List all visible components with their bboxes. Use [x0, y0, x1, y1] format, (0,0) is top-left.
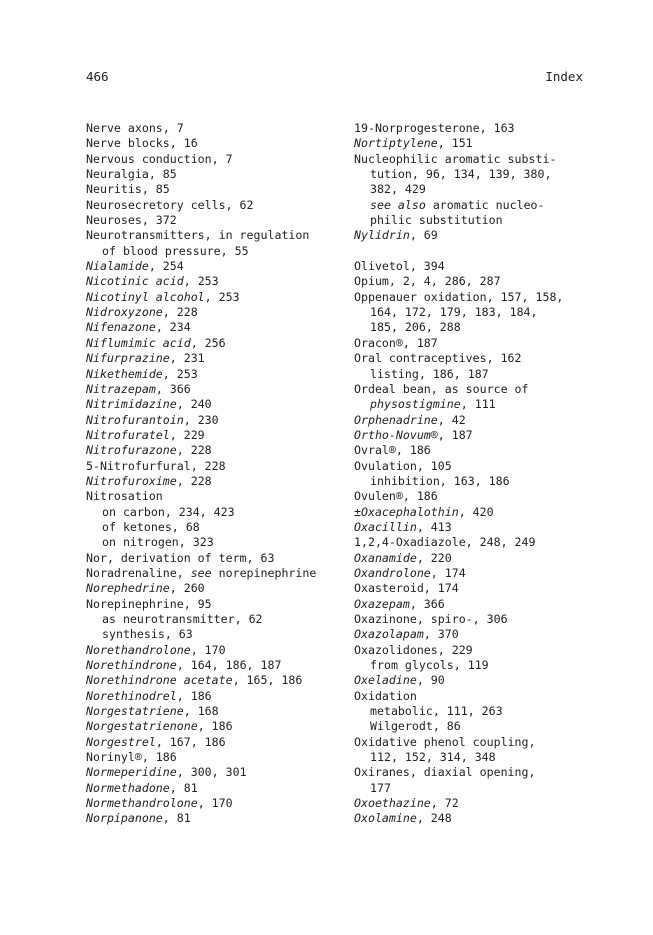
entry-text: , 186 [197, 719, 233, 734]
index-entry [86, 152, 346, 167]
index-entry [86, 136, 346, 151]
index-subentry [86, 520, 346, 535]
entry-text: Oxidation [354, 688, 417, 703]
index-entry [354, 689, 594, 704]
entry-text: 1,2,4-Oxadiazole, 248, 249 [354, 535, 536, 550]
entry-term-italic: Oxanamide [354, 550, 417, 565]
index-entry [86, 443, 346, 458]
entry-text: Oxiranes, diaxial opening, [354, 765, 536, 780]
entry-term-italic: Nialamide [86, 259, 149, 274]
entry-term-italic: Oxolamine [354, 811, 417, 826]
entry-text: , 228 [162, 305, 198, 320]
entry-text: Nervous conduction, 7 [86, 151, 233, 166]
index-entry [354, 581, 594, 596]
entry-text: , 174 [430, 565, 466, 580]
entry-text: , 229 [169, 427, 205, 442]
entry-term-italic: Norpipanone [86, 811, 163, 826]
index-entry [354, 259, 594, 274]
entry-text: , 256 [190, 335, 226, 350]
entry-text: , 300, 301 [176, 765, 247, 780]
entry-term-italic: Nikethemide [86, 366, 163, 381]
entry-term-italic: Nitrofuratel [86, 427, 170, 442]
index-subentry [354, 750, 594, 765]
entry-text: , 164, 186, 187 [176, 658, 282, 673]
index-entry [354, 136, 594, 151]
index-entry [86, 259, 346, 274]
index-entry [354, 597, 594, 612]
entry-term-italic: see [190, 565, 212, 580]
index-subentry [354, 367, 594, 382]
entry-text: 112, 152, 314, 348 [370, 750, 496, 765]
entry-text: inhibition, 163, 186 [370, 473, 510, 488]
index-subentry [354, 719, 594, 734]
entry-text: Oxazolidones, 229 [354, 642, 473, 657]
index-entry [354, 121, 594, 136]
entry-text: on nitrogen, 323 [102, 535, 214, 550]
entry-text: Neuritis, 85 [86, 182, 170, 197]
entry-text: , 228 [176, 473, 212, 488]
entry-text: 164, 172, 179, 183, 184, [370, 305, 538, 320]
entry-text: aromatic nucleo- [425, 197, 545, 212]
index-subentry [86, 535, 346, 550]
index-entry [354, 535, 594, 550]
index-entry [354, 612, 594, 627]
index-entry [86, 213, 346, 228]
index-entry [354, 413, 594, 428]
entry-term-italic: Nifurprazine [86, 351, 170, 366]
entry-term-italic: Norgestrel [86, 734, 156, 749]
index-entry [86, 428, 346, 443]
index-subentry [354, 781, 594, 796]
entry-text: , 370 [423, 627, 459, 642]
entry-term-italic: Oxeladine [354, 673, 417, 688]
entry-text: Norepinephrine, 95 [86, 596, 212, 611]
entry-text: , 253 [183, 274, 219, 289]
entry-text: Neurotransmitters, in regulation [86, 228, 310, 243]
entry-term-italic: Oxoethazine [354, 796, 431, 811]
entry-text: Ovulation, 105 [354, 458, 452, 473]
index-entry [86, 198, 346, 213]
index-subentry [354, 305, 594, 320]
entry-text: as neurotransmitter, 62 [102, 612, 263, 626]
entry-text: Nerve axons, 7 [86, 121, 184, 135]
entry-term-italic: Norethindrone acetate [86, 673, 233, 688]
index-entry [86, 167, 346, 182]
entry-text: , 240 [176, 397, 212, 412]
index-subentry [354, 213, 594, 228]
index-entry [86, 551, 346, 566]
index-entry [354, 290, 594, 305]
entry-text: , 42 [437, 412, 466, 427]
entry-term-italic: Oxandrolone [354, 565, 431, 580]
index-entry [86, 750, 346, 765]
index-entry [86, 643, 346, 658]
entry-text: , 230 [183, 412, 219, 427]
entry-term-italic: ±Oxacephalothin [354, 504, 459, 519]
entry-term-italic: Nidroxyzone [86, 305, 163, 320]
index-entry [86, 719, 346, 734]
entry-text: , 248 [416, 811, 452, 826]
entry-term-italic: Niflumimic acid [86, 335, 191, 350]
index-entry [86, 581, 346, 596]
index-subentry [354, 658, 594, 673]
entry-term-italic: Nitrofurazone [86, 443, 177, 458]
index-subentry [86, 627, 346, 642]
index-entry [354, 643, 594, 658]
entry-text: synthesis, 63 [102, 627, 193, 642]
entry-term-italic: Oxazolapam [354, 627, 424, 642]
entry-text: metabolic, 111, 263 [370, 704, 503, 719]
entry-text: , 90 [416, 673, 445, 688]
entry-text: listing, 186, 187 [370, 366, 489, 381]
entry-text: , 167, 186 [155, 734, 226, 749]
entry-text: , 81 [162, 811, 191, 826]
entry-term-italic: Normethadone [86, 780, 170, 795]
entry-text: , 187 [437, 427, 473, 442]
entry-text: , 366 [155, 381, 191, 396]
entry-term-italic: Nifenazone [86, 320, 156, 335]
entry-text: , 254 [148, 259, 184, 274]
entry-text: , 168 [183, 704, 219, 719]
entry-text: philic substitution [370, 213, 503, 228]
entry-text: Wilgerodt, 86 [370, 719, 461, 734]
entry-term-italic: Nylidrin [354, 228, 410, 243]
entry-term-italic: Nitrimidazine [86, 397, 177, 412]
index-entry [86, 228, 346, 243]
index-subentry [354, 167, 594, 182]
entry-term-italic: Oxacillin [354, 519, 417, 534]
index-entry [86, 489, 346, 504]
entry-text: , 220 [416, 550, 452, 565]
entry-text: , 231 [169, 351, 205, 366]
entry-text: of blood pressure, 55 [102, 243, 249, 258]
index-entry [86, 474, 346, 489]
index-entry [354, 551, 594, 566]
page-number: 466 [86, 69, 109, 84]
index-subentry [86, 612, 346, 627]
entry-term-italic: Normeperidine [86, 765, 177, 780]
index-entry [86, 658, 346, 673]
index-subentry [354, 182, 594, 197]
entry-text: , 260 [169, 581, 205, 596]
entry-term-italic: Nitrofurantoin [86, 412, 184, 427]
index-entry [354, 382, 594, 397]
entry-text: , 170 [197, 796, 233, 811]
index-entry [86, 397, 346, 412]
index-entry [86, 320, 346, 335]
entry-text: from glycols, 119 [370, 658, 489, 673]
index-column-left [86, 121, 346, 827]
entry-term-italic: Norethandrolone [86, 642, 191, 657]
entry-text: Oppenauer oxidation, 157, 158, [354, 289, 564, 304]
entry-term-italic: Nitrazepam [86, 381, 156, 396]
index-entry [354, 274, 594, 289]
entry-text: , 170 [190, 642, 226, 657]
index-entry [354, 796, 594, 811]
index-subentry [354, 198, 594, 213]
entry-term-italic: Ortho-Novum® [354, 427, 438, 442]
entry-term-italic: Nortiptylene [354, 136, 438, 151]
index-entry [354, 627, 594, 642]
entry-text: Ovral®, 186 [354, 443, 431, 458]
entry-text: Oxidative phenol coupling, [354, 734, 536, 749]
index-entry [86, 459, 346, 474]
entry-text: 19-Norprogesterone, 163 [354, 121, 515, 135]
entry-text: norepinephrine [211, 565, 317, 580]
entry-text: Norinyl®, 186 [86, 750, 177, 765]
entry-text: Olivetol, 394 [354, 259, 445, 274]
index-entry [354, 351, 594, 366]
entry-text: , 186 [176, 688, 212, 703]
entry-text: Neuralgia, 85 [86, 167, 177, 182]
entry-text: Oracon®, 187 [354, 335, 438, 350]
index-entry [354, 228, 594, 243]
entry-text: on carbon, 234, 423 [102, 504, 235, 519]
entry-term-italic: Orphenadrine [354, 412, 438, 427]
index-entry [86, 336, 346, 351]
entry-term-italic: Norephedrine [86, 581, 170, 596]
entry-text: , 234 [155, 320, 191, 335]
index-entry [86, 735, 346, 750]
entry-term-italic: Nicotinyl alcohol [86, 289, 205, 304]
index-entry [354, 428, 594, 443]
index-subentry [354, 474, 594, 489]
entry-text: Noradrenaline, [86, 565, 191, 580]
index-entry [354, 566, 594, 581]
index-entry [354, 459, 594, 474]
entry-text: Ordeal bean, as source of [354, 381, 529, 396]
index-entry [354, 520, 594, 535]
entry-text: 382, 429 [370, 182, 426, 197]
index-entry [354, 152, 594, 167]
entry-text: 185, 206, 288 [370, 320, 461, 335]
entry-term-italic: Norgestatrienone [86, 719, 198, 734]
index-entry [86, 367, 346, 382]
index-entry [86, 305, 346, 320]
entry-term-italic: Norethinodrel [86, 688, 177, 703]
index-entry [354, 336, 594, 351]
index-subentry [354, 320, 594, 335]
entry-text: , 420 [458, 504, 494, 519]
entry-text: Opium, 2, 4, 286, 287 [354, 274, 501, 289]
index-entry [86, 796, 346, 811]
index-entry [86, 382, 346, 397]
index-entry [354, 443, 594, 458]
entry-text: Neurosecretory cells, 62 [86, 197, 254, 212]
index-entry [354, 765, 594, 780]
entry-text: Ovulen®, 186 [354, 489, 438, 504]
entry-text: tution, 96, 134, 139, 380, [370, 167, 552, 182]
entry-text: of ketones, 68 [102, 519, 200, 534]
entry-text: Oxasteroid, 174 [354, 581, 459, 596]
entry-text: Nitrosation [86, 489, 163, 504]
index-entry [86, 274, 346, 289]
entry-text: Oral contraceptives, 162 [354, 351, 522, 366]
index-entry [86, 121, 346, 136]
index-entry [354, 811, 594, 826]
index-entry [354, 489, 594, 504]
index-entry [86, 182, 346, 197]
entry-term-italic: physostigmine [370, 397, 461, 412]
entry-text: , 228 [176, 443, 212, 458]
entry-text: 5-Nitrofurfural, 228 [86, 458, 226, 473]
index-entry [86, 781, 346, 796]
index-subentry [354, 397, 594, 412]
index-subentry [86, 505, 346, 520]
index-entry [86, 673, 346, 688]
entry-text: , 72 [430, 796, 459, 811]
entry-text: Nor, derivation of term, 63 [86, 550, 275, 565]
entry-text: , 366 [409, 596, 445, 611]
entry-text: , 253 [162, 366, 198, 381]
index-entry [354, 673, 594, 688]
page-header [86, 69, 583, 85]
index-entry [86, 290, 346, 305]
index-subentry [86, 244, 346, 259]
index-entry [86, 704, 346, 719]
entry-term-italic: Norgestatriene [86, 704, 184, 719]
entry-text: 177 [370, 780, 391, 795]
index-entry [86, 597, 346, 612]
entry-text: , 111 [460, 397, 496, 412]
entry-text: Nucleophilic aromatic substi- [354, 151, 557, 166]
index-subentry [354, 704, 594, 719]
entry-term-italic: Nicotinic acid [86, 274, 184, 289]
entry-term-italic: see also [370, 197, 426, 212]
entry-text: Nerve blocks, 16 [86, 136, 198, 151]
entry-term-italic: Oxazepam [354, 596, 410, 611]
entry-text: , 253 [204, 289, 240, 304]
entry-term-italic: Norethindrone [86, 658, 177, 673]
running-head-section: Index [545, 69, 583, 84]
entry-term-italic: Normethandrolone [86, 796, 198, 811]
entry-text: , 165, 186 [232, 673, 303, 688]
entry-text: , 413 [416, 519, 452, 534]
entry-text: Neuroses, 372 [86, 213, 177, 228]
index-entry [354, 735, 594, 750]
index-entry [86, 566, 346, 581]
index-entry [354, 505, 594, 520]
index-entry [86, 413, 346, 428]
index-entry [86, 351, 346, 366]
entry-text: , 151 [437, 136, 473, 151]
entry-text: , 69 [409, 228, 438, 243]
entry-text: Oxazinone, spiro-, 306 [354, 612, 508, 626]
entry-term-italic: Nitrofuroxime [86, 473, 177, 488]
entry-text: , 81 [169, 780, 198, 795]
index-entry [86, 765, 346, 780]
index-column-right [354, 121, 594, 827]
index-entry [86, 689, 346, 704]
index-entry [86, 811, 346, 826]
